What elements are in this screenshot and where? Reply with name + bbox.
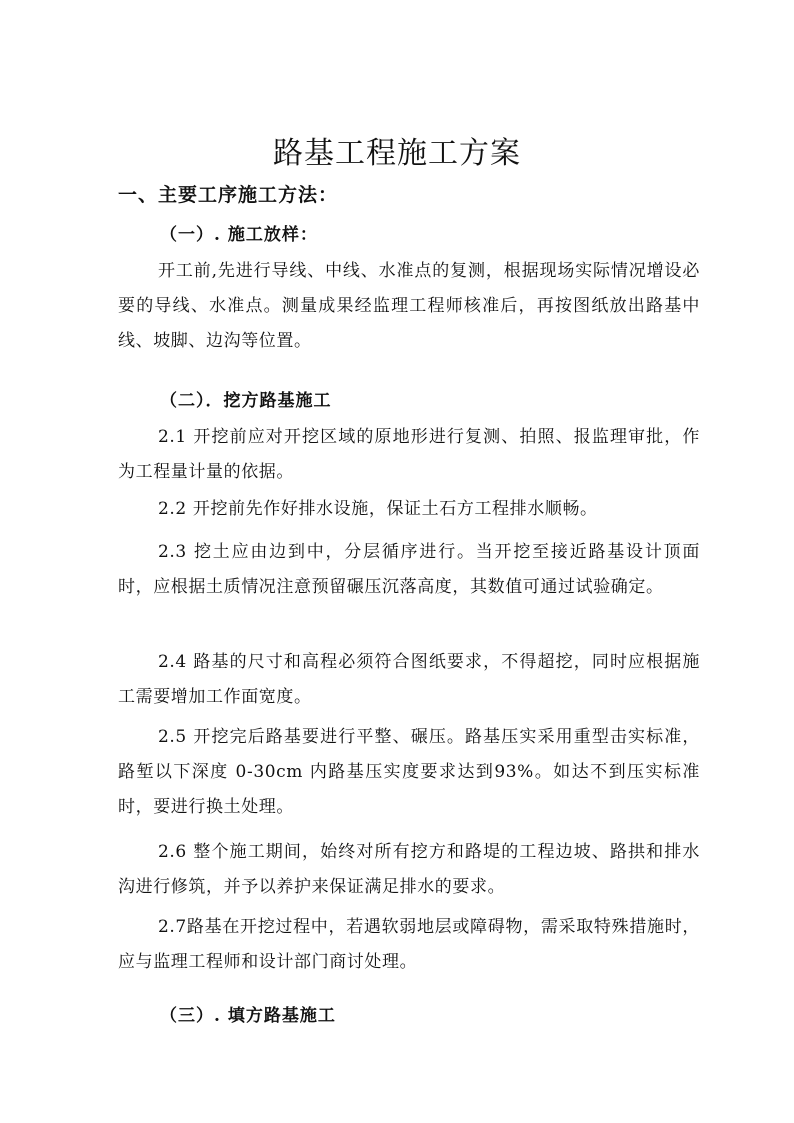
page-title: 路基工程施工方案 bbox=[273, 136, 521, 171]
paragraph-item-2-3: 2.3 挖土应由边到中，分层循序进行。当开挖至接近路基设计顶面时，应根据土质情况注意预留碾压沉落高度，其数值可通过试验确定。 bbox=[118, 542, 700, 597]
subsection-heading-survey: （一）. 施工放样： bbox=[160, 225, 318, 245]
paragraph-item-2-4: 2.4 路基的尺寸和高程必须符合图纸要求，不得超挖，同时应根据施工需要增加工作面宽度。 bbox=[118, 652, 700, 707]
paragraph-item-2-5: 2.5 开挖完后路基要进行平整、碾压。路基压实采用重型击实标准，路堑以下深度 0-30cm 内路基压实度要求达到93%。如达不到压实标准时，要进行换土处理。 bbox=[118, 727, 700, 817]
paragraph-item-2-7: 2.7路基在开挖过程中，若遇软弱地层或障碍物，需采取特殊措施时，应与监理工程师和设计部门商讨处理。 bbox=[118, 917, 700, 972]
subsection-heading-excavation: （二）．挖方路基施工 bbox=[160, 391, 332, 411]
subsection-heading-fill: （三）. 填方路基施工 bbox=[160, 1006, 336, 1026]
paragraph-survey: 开工前,先进行导线、中线、水准点的复测，根据现场实际情况增设必要的导线、水准点。测量成果经监理工程师核准后，再按图纸放出路基中线、坡脚、边沟等位置。 bbox=[118, 261, 700, 351]
paragraph-item-2-6: 2.6 整个施工期间，始终对所有挖方和路堤的工程边坡、路拱和排水沟进行修筑，并予以养护来保证满足排水的要求。 bbox=[118, 842, 700, 897]
paragraph-item-2-1: 2.1 开挖前应对开挖区域的原地形进行复测、拍照、报监理审批，作为工程量计量的依据。 bbox=[118, 427, 700, 482]
section-heading-main-procedures: 一、主要工序施工方法： bbox=[118, 184, 339, 206]
paragraph-item-2-2: 2.2 开挖前先作好排水设施，保证土石方工程排水顺畅。 bbox=[158, 499, 598, 519]
